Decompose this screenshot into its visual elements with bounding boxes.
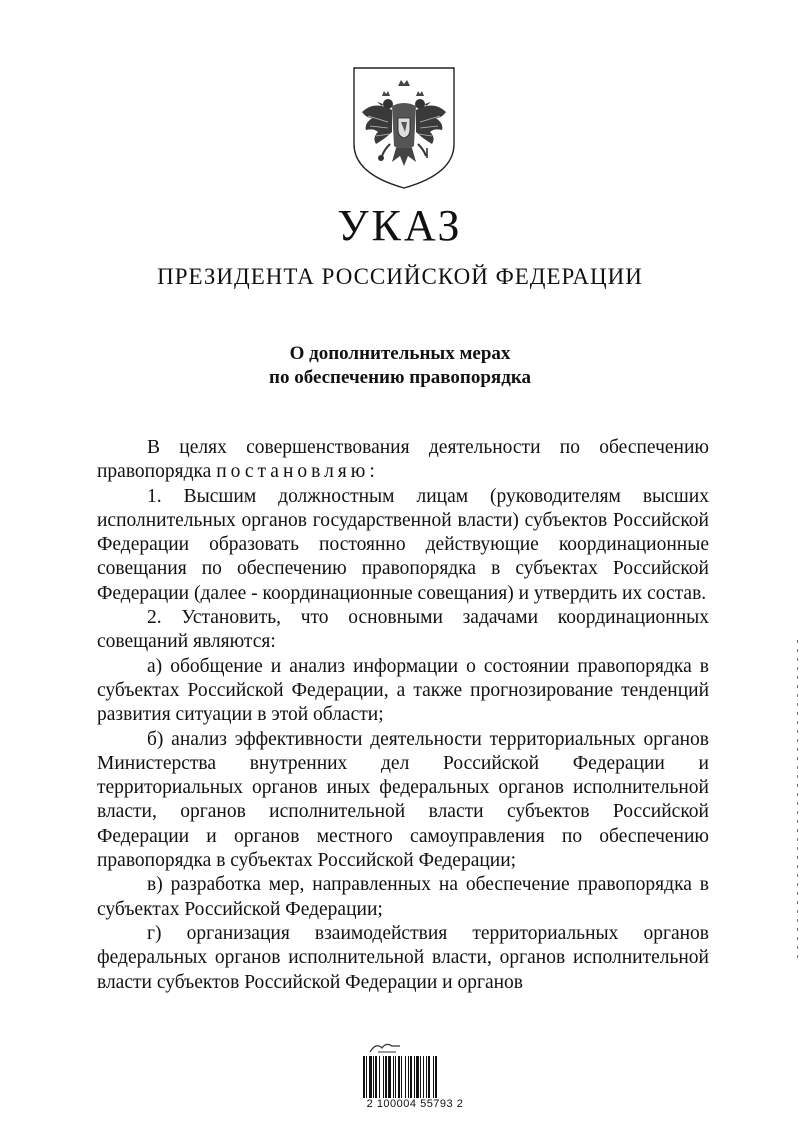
- paragraph-2g: г) организация взаимодействия территориальных органов федеральных органов исполнительной власти, органов исполнительной власти субъектов Российской Федерации и органов: [97, 922, 709, 993]
- printer-mark-icon: [368, 1040, 402, 1054]
- decree-word: постановляю:: [216, 461, 379, 483]
- barcode-icon: [362, 1056, 470, 1098]
- paragraph-2v: в) разработка мер, направленных на обеспечение правопорядка в субъектах Российской Федерации;: [97, 874, 709, 920]
- decree-heading: [0, 342, 800, 390]
- coat-of-arms-icon: [352, 66, 456, 190]
- barcode: [350, 1040, 480, 1110]
- heading-line-2: по обеспечению правопорядка: [269, 367, 531, 388]
- scan-edge-line: [797, 640, 798, 960]
- heading-line-1: О дополнительных мерах: [289, 343, 511, 364]
- preamble-text: В целях совершенствования деятельности по обеспечению правопорядка: [97, 437, 709, 483]
- decree-body: [97, 436, 709, 995]
- paragraph-1: 1. Высшим должностным лицам (руководителям высших исполнительных органов государственной власти) субъектов Российской Федерации образовать постоянно действующие координационные совещания по обеспечению правопорядка в субъектах Российской Федерации (далее - координационные совещания) и утвердить их состав.: [97, 485, 709, 604]
- issuer-line: ПРЕЗИДЕНТА РОССИЙСКОЙ ФЕДЕРАЦИИ: [157, 264, 643, 289]
- paragraph-2b: б) анализ эффективности деятельности территориальных органов Министерства внутренних дел Российской Федерации и территориальных органов иных федеральных органов исполнительной власти, органов исполнительной власти субъектов Российской Федерации и органов местного самоуправления по обеспечению правопорядка в субъектах Российской Федерации;: [97, 728, 709, 872]
- document-type-title: УКАЗ: [337, 201, 463, 250]
- paragraph-2: 2. Установить, что основными задачами координационных совещаний являются:: [97, 607, 709, 653]
- barcode-number: 2 100004 55793 2: [366, 1098, 464, 1110]
- preamble-paragraph: [97, 436, 709, 485]
- paragraph-2a: а) обобщение и анализ информации о состоянии правопорядка в субъектах Российской Федерации, а также прогнозирование тенденций развития ситуации в этой области;: [97, 655, 709, 726]
